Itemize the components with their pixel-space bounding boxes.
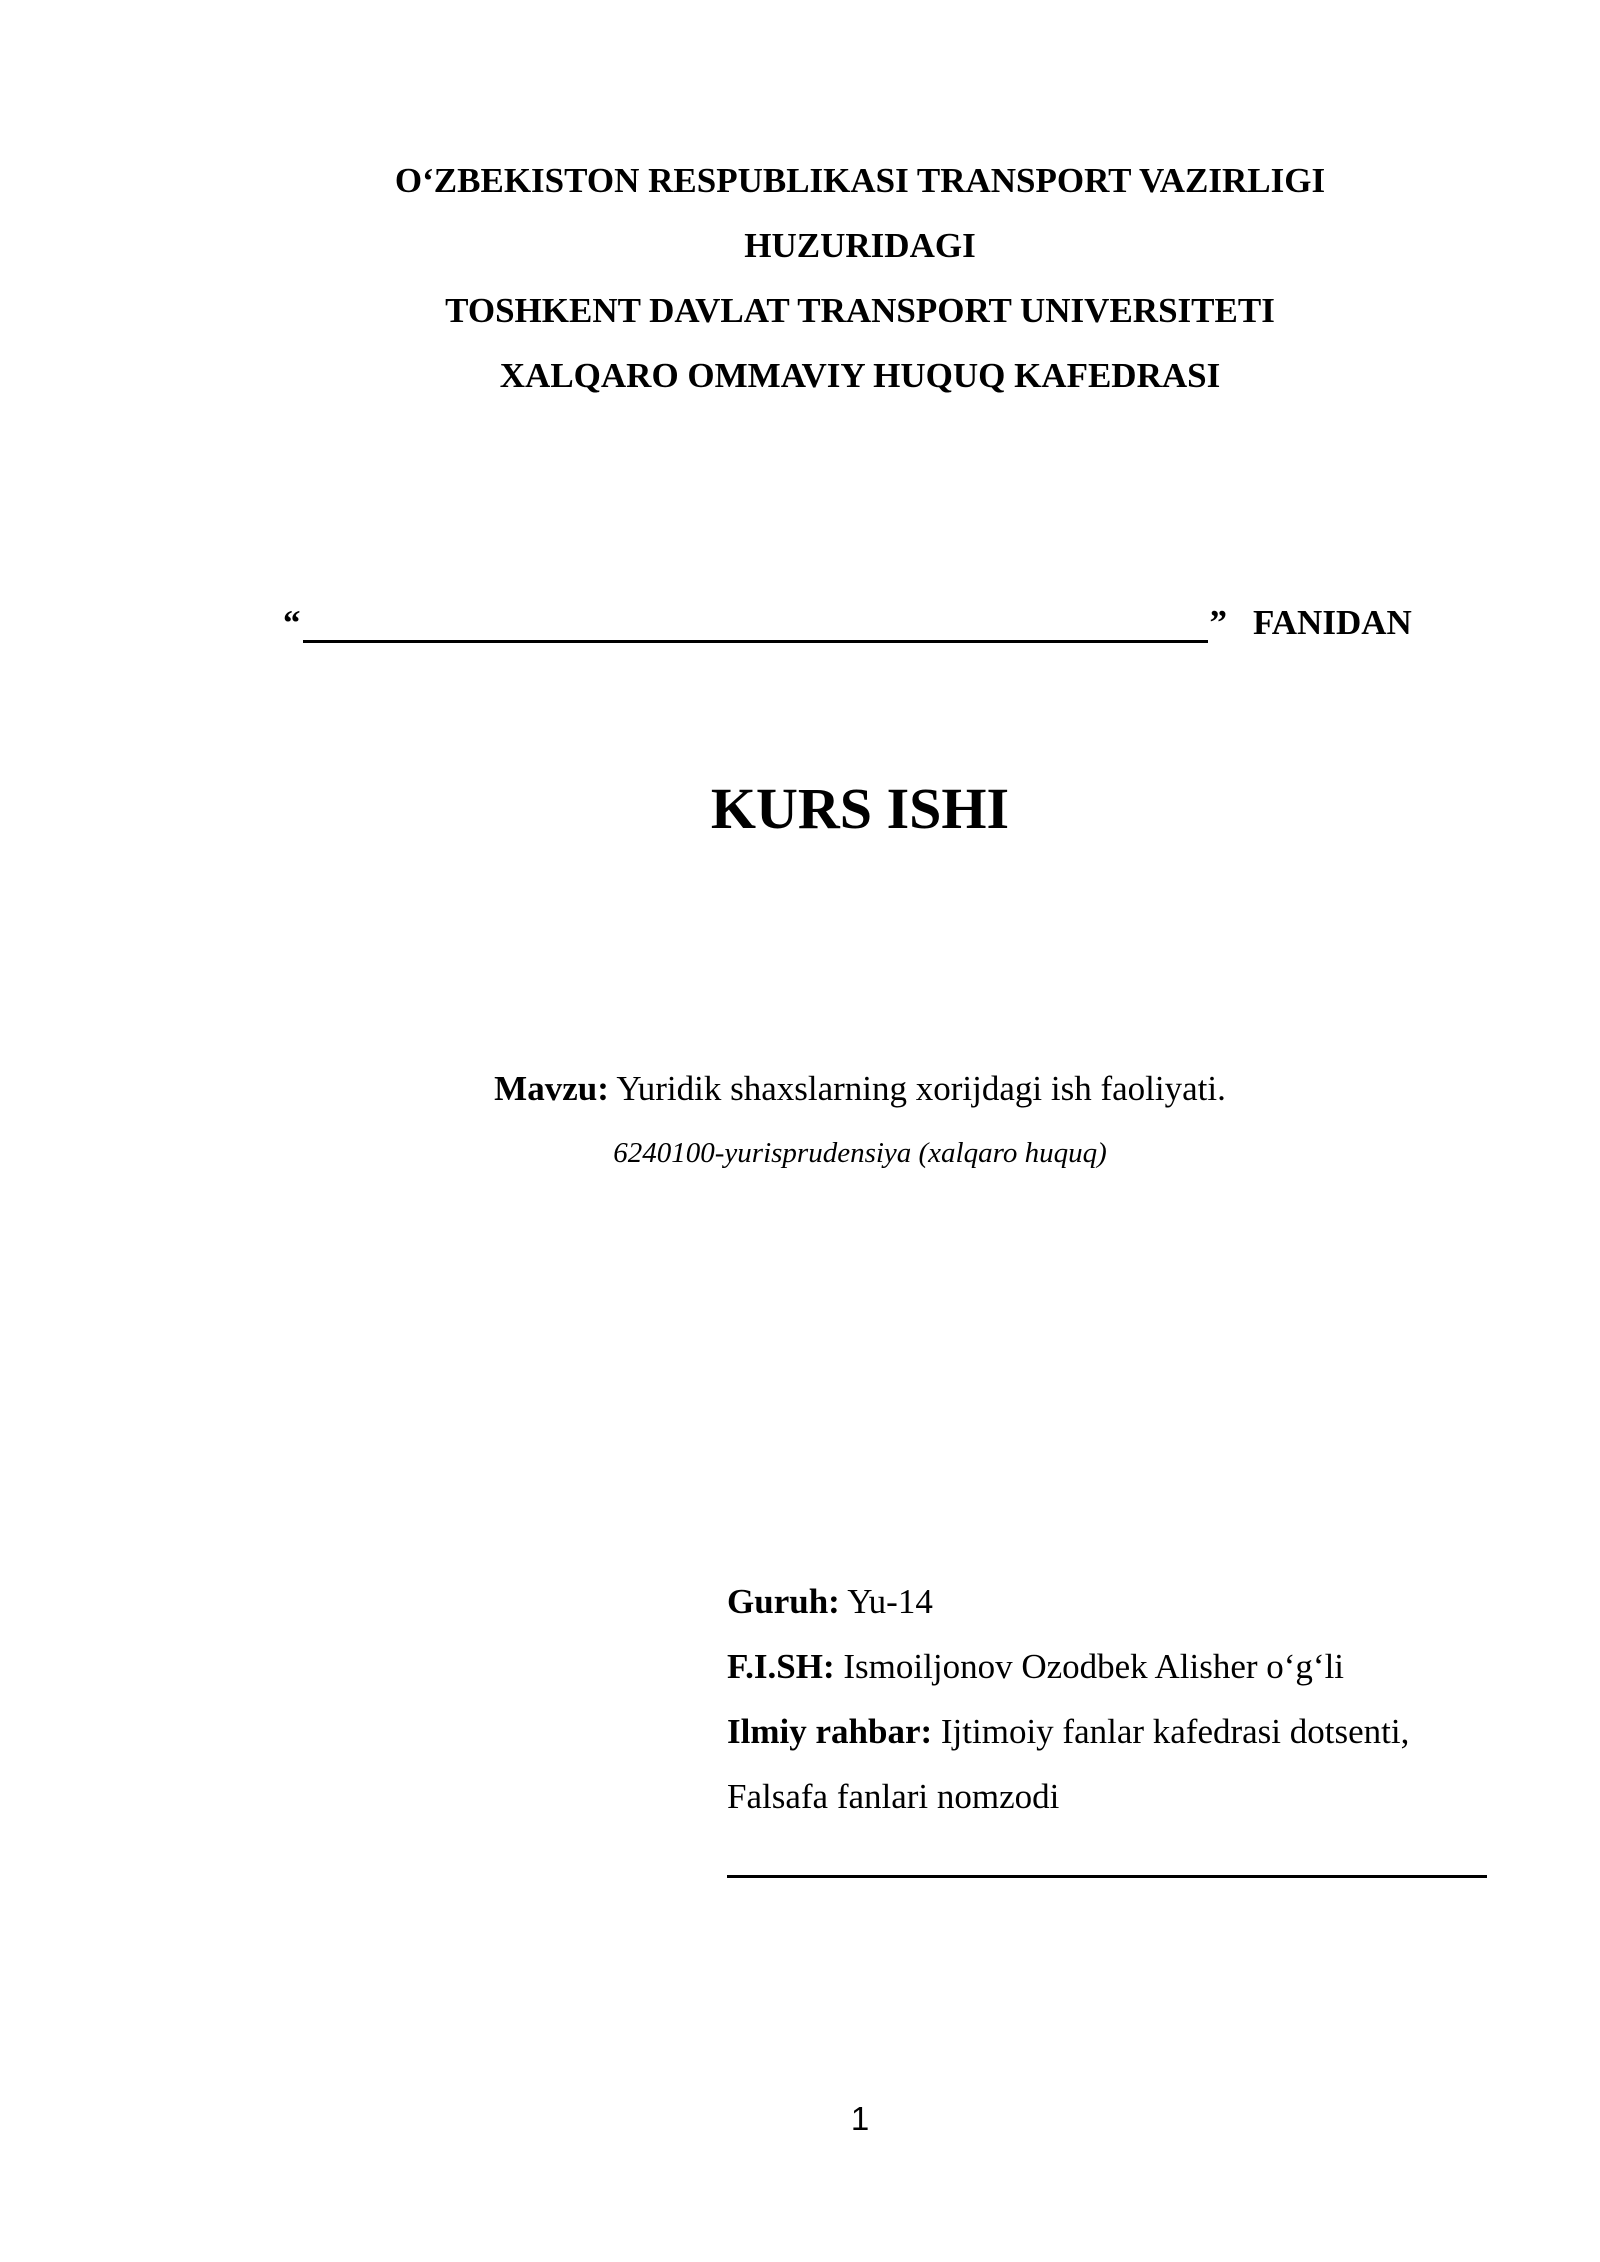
header-line-department: XALQARO OMMAVIY HUQUQ KAFEDRASI <box>499 356 1221 395</box>
advisor-label: Ilmiy rahbar: <box>727 1712 933 1751</box>
signature-line <box>727 1875 1487 1878</box>
header-line-university: TOSHKENT DAVLAT TRANSPORT UNIVERSITETI <box>445 291 1275 330</box>
group-label: Guruh: <box>727 1582 840 1621</box>
subject-suffix: FANIDAN <box>1253 603 1412 642</box>
group-row <box>727 1569 1409 1634</box>
fish-row <box>727 1634 1409 1699</box>
specialty-line: 6240100-yurisprudensiya (xalqaro huquq) <box>613 1137 1107 1169</box>
topic-value: Yuridik shaxslarning xorijdagi ish faoliyati. <box>616 1069 1226 1108</box>
header-line-huzuridagi: HUZURIDAGI <box>744 226 976 265</box>
advisor-value: Ijtimoiy fanlar kafedrasi dotsenti, <box>940 1712 1410 1751</box>
group-value: Yu-14 <box>847 1582 933 1621</box>
fish-label: F.I.SH: <box>727 1647 835 1686</box>
page-number: 1 <box>850 2100 870 2137</box>
subject-line <box>283 603 1412 643</box>
subject-close-quote: ” <box>1209 603 1227 642</box>
header-line-ministry: O‘ZBEKISTON RESPUBLIKASI TRANSPORT VAZIRLIGI <box>394 161 1326 200</box>
document-title: KURS ISHI <box>710 776 1010 841</box>
subject-blank-line <box>303 612 1208 643</box>
subject-open-quote: “ <box>283 603 301 642</box>
advisor-degree-row: Falsafa fanlari nomzodi <box>727 1777 1060 1816</box>
student-info <box>727 1569 1409 1829</box>
advisor-row <box>727 1699 1409 1764</box>
topic-line <box>0 1069 1600 1109</box>
document-header <box>0 148 1600 408</box>
fish-value: Ismoiljonov Ozodbek Alisher o‘g‘li <box>843 1647 1345 1686</box>
topic-label: Mavzu: <box>494 1069 609 1108</box>
